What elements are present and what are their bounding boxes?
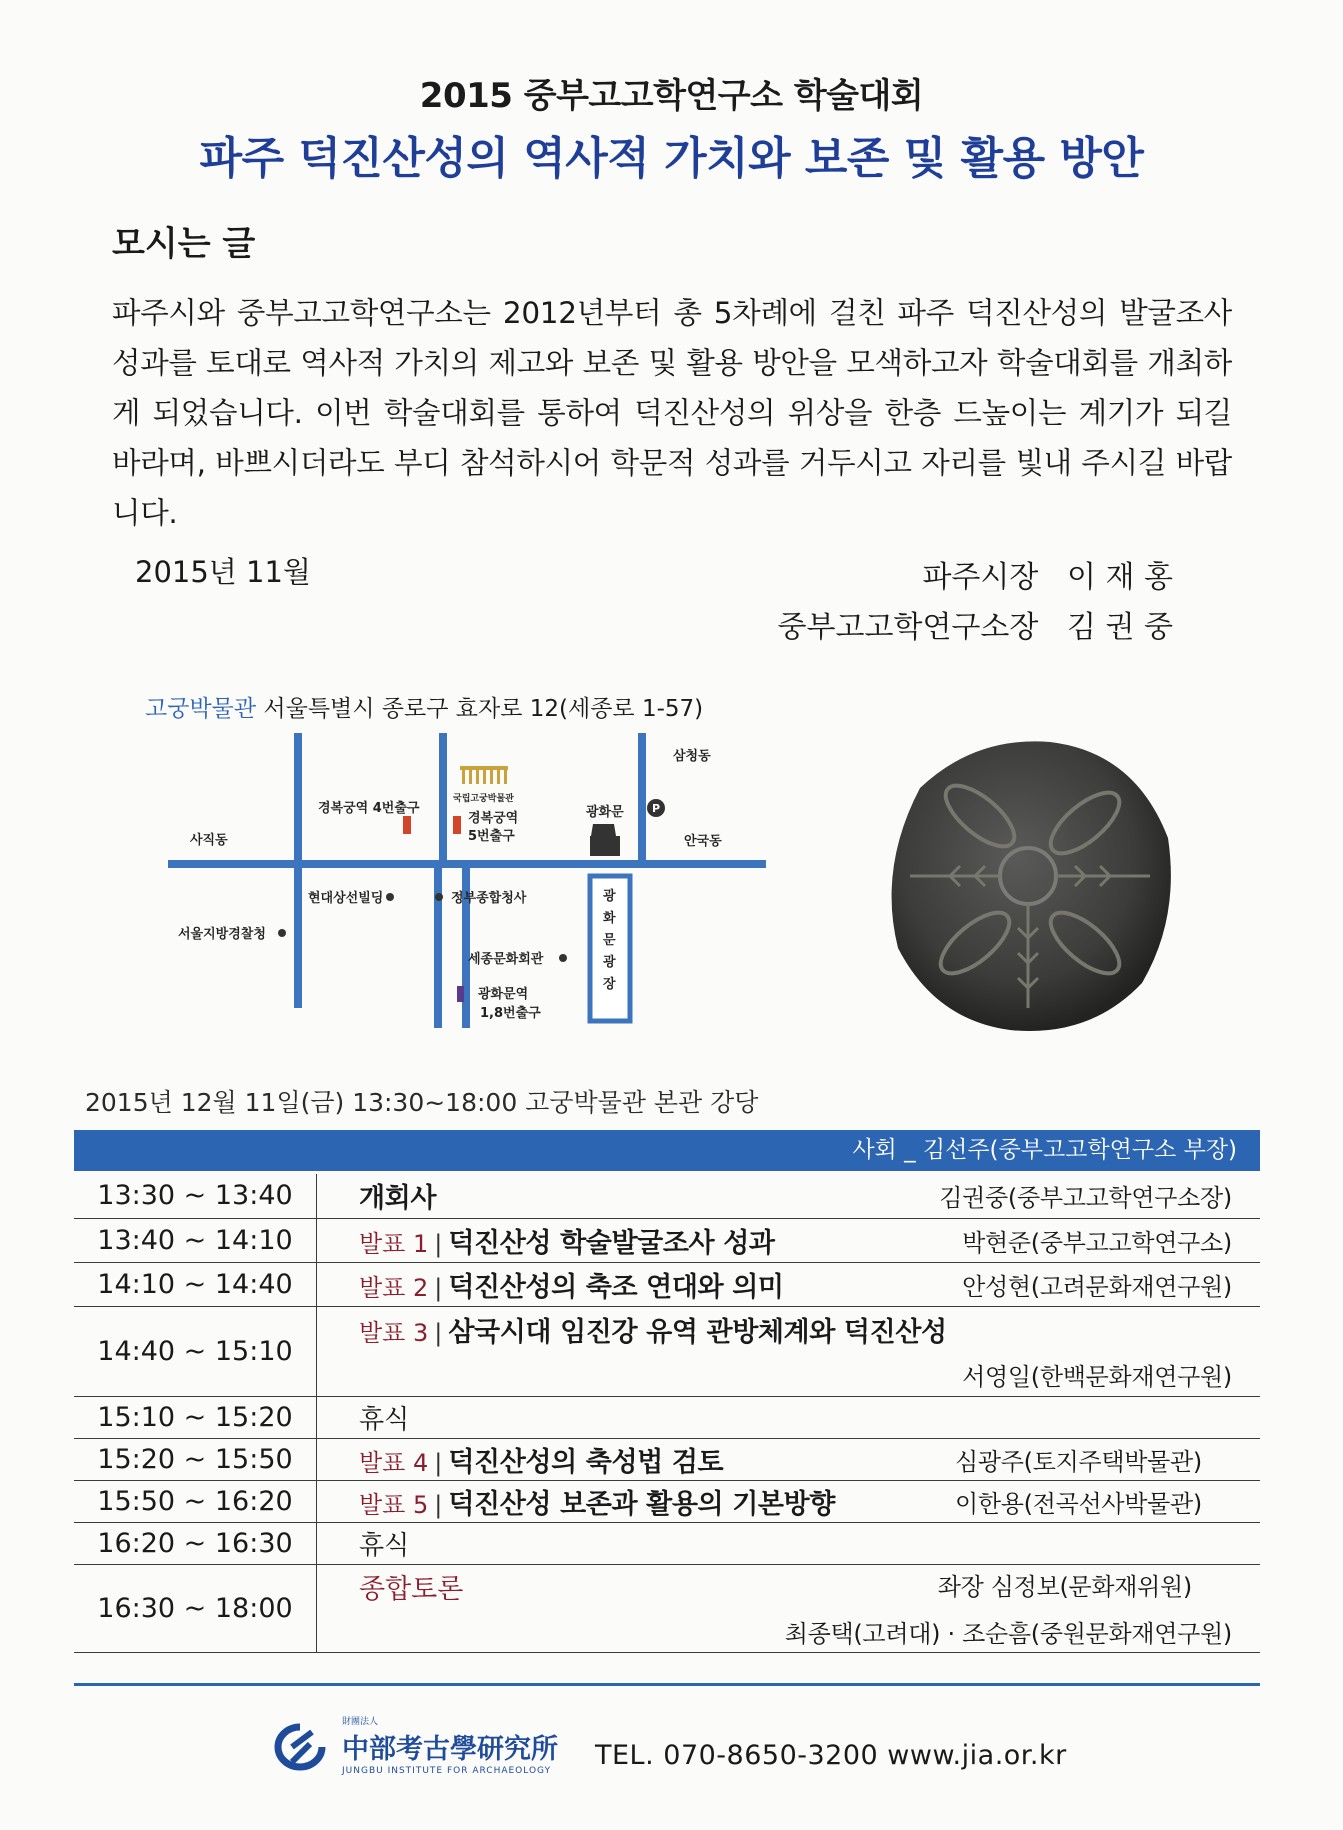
row-time: 15:50 ~ 16:20 xyxy=(74,1480,317,1522)
map-label-plaza-1: 광 xyxy=(603,889,616,904)
row-title: 휴식 xyxy=(317,1522,1261,1564)
org-prefix: 財團法人 xyxy=(342,1717,379,1727)
exit-5-marker xyxy=(453,816,461,834)
gwanghwamun-station-marker xyxy=(457,986,464,1002)
venue-name: 고궁박물관 xyxy=(145,696,257,722)
parking-label: P xyxy=(651,802,661,815)
row-label: 발표 5 xyxy=(359,1490,429,1519)
row-speaker: 박현준(중부고고학연구소) xyxy=(962,1228,1232,1257)
map-label-hyundai: 현대상선빌딩 xyxy=(308,891,384,906)
table-row xyxy=(74,1396,1260,1438)
table-row xyxy=(74,1218,1260,1262)
row-separator: | xyxy=(434,1319,443,1347)
police-dot xyxy=(278,929,286,937)
map-label-plaza-5: 장 xyxy=(603,977,616,992)
row-label: 발표 4 xyxy=(359,1448,429,1477)
map-label-govt: 정부종합청사 xyxy=(451,891,527,906)
map-label-station-a: 광화문역 xyxy=(478,987,529,1002)
gate-base xyxy=(590,836,620,856)
map-label-anguk: 안국동 xyxy=(684,834,722,849)
invitation-body: 파주시와 중부고고학연구소는 2012년부터 총 5차례에 걸친 파주 덕진산성의 발굴조사 성과를 토대로 역사적 가치의 제고와 보존 및 활용 방안을 모색하고자 학술대회를 개최하게 되었습니다. 이번 학술대회를 통하여 덕진산성의 위상을 한층 드높이는 계기가 되길 바라며, 바쁘시더라도 부디 참석하시어 학문적 성과를 거두시고 자리를 빛내 주시길 바랍니다. xyxy=(112,296,1232,530)
signer-2-name: 김 권 중 xyxy=(1066,610,1173,645)
row-speaker: 김권중(중부고고학연구소장) xyxy=(939,1184,1232,1213)
sejong-dot xyxy=(559,954,567,962)
row-time: 14:40 ~ 15:10 xyxy=(74,1306,317,1396)
row-time: 13:30 ~ 13:40 xyxy=(74,1174,317,1218)
roof-tile-photo xyxy=(880,728,1180,1043)
row-separator: | xyxy=(434,1448,443,1477)
table-row xyxy=(74,1564,1260,1652)
signer-1-role: 파주시장 xyxy=(922,560,1039,595)
row-title: 덕진산성의 축성법 검토 xyxy=(448,1446,724,1478)
schedule-datetime: 2015년 12월 11일(금) 13:30~18:00 고궁박물관 본관 강당 xyxy=(85,1088,759,1117)
row-label: 종합토론 xyxy=(359,1574,464,1605)
row-speaker: 좌장 심정보(문화재위원) xyxy=(937,1573,1192,1601)
org-english: JUNGBU INSTITUTE FOR ARCHAEOLOGY xyxy=(342,1766,552,1776)
map-label-sajik: 사직동 xyxy=(190,833,228,848)
row-separator: | xyxy=(434,1490,443,1519)
institute-logo xyxy=(342,1714,558,1776)
row-separator: | xyxy=(434,1229,443,1258)
signer-1-name: 이 재 홍 xyxy=(1066,560,1173,595)
table-row xyxy=(74,1306,1260,1396)
gate-icon xyxy=(591,824,616,836)
venue-address xyxy=(145,690,703,723)
row-speaker: 안성현(고려문화재연구원) xyxy=(962,1272,1232,1301)
map-label-sejong: 세종문화회관 xyxy=(468,952,544,967)
row-label: 발표 1 xyxy=(359,1229,429,1258)
row-speaker: 서영일(한백문화재연구원) xyxy=(962,1363,1232,1391)
event-subtitle: 파주 덕진산성의 역사적 가치와 보존 및 활용 방안 xyxy=(199,133,1144,184)
invitation-date: 2015년 11월 xyxy=(135,555,311,589)
row-time: 15:20 ~ 15:50 xyxy=(74,1438,317,1480)
bottom-rule xyxy=(74,1683,1260,1686)
map-label-plaza-4: 광 xyxy=(603,955,616,970)
row-time: 15:10 ~ 15:20 xyxy=(74,1396,317,1438)
row-label: 발표 3 xyxy=(359,1319,429,1347)
row-time: 16:30 ~ 18:00 xyxy=(74,1564,317,1652)
map-label-police: 서울지방경찰청 xyxy=(178,927,266,942)
signer-1 xyxy=(922,552,1173,596)
map-label-museum: 국립고궁박물관 xyxy=(453,794,514,804)
venue-street: 서울특별시 종로구 효자로 12(세종로 1-57) xyxy=(263,696,704,722)
govt-dot xyxy=(435,893,443,901)
row-title: 덕진산성 보존과 활용의 기본방향 xyxy=(448,1488,835,1520)
location-map xyxy=(168,728,788,1038)
row-speaker: 심광주(토지주택박물관) xyxy=(955,1447,1202,1476)
map-label-plaza-3: 문 xyxy=(603,933,616,948)
table-row xyxy=(74,1522,1260,1564)
map-label-gwanghwamun: 광화문 xyxy=(586,805,624,820)
row-time: 13:40 ~ 14:10 xyxy=(74,1218,317,1262)
hyundai-dot xyxy=(386,893,394,901)
institute-logo-icon xyxy=(270,1722,330,1772)
row-label: 발표 2 xyxy=(359,1273,429,1302)
row-speaker: 이한용(전곡선사박물관) xyxy=(955,1489,1202,1518)
row-time: 14:10 ~ 14:40 xyxy=(74,1262,317,1306)
table-row xyxy=(74,1174,1260,1218)
schedule-table xyxy=(74,1174,1260,1653)
table-row xyxy=(74,1438,1260,1480)
museum-icon xyxy=(460,766,508,784)
row-title: 휴식 xyxy=(317,1396,1261,1438)
map-label-plaza-2: 화 xyxy=(603,911,616,926)
exit-4-marker xyxy=(403,816,411,834)
map-label-exit4: 경복궁역 4번출구 xyxy=(318,801,420,816)
table-row xyxy=(74,1262,1260,1306)
row-title: 덕진산성 학술발굴조사 성과 xyxy=(448,1227,775,1259)
table-row xyxy=(74,1480,1260,1522)
row-title: 덕진산성의 축조 연대와 의미 xyxy=(448,1271,784,1303)
signer-2-role: 중부고고학연구소장 xyxy=(777,610,1039,645)
signer-2 xyxy=(778,602,1173,646)
map-label-station-b: 1,8번출구 xyxy=(480,1006,541,1021)
map-label-exit5b: 5번출구 xyxy=(468,829,515,844)
contact-info: TEL. 070-8650-3200 www.jia.or.kr xyxy=(595,1740,1067,1771)
map-roads xyxy=(168,733,766,1028)
row-separator: | xyxy=(434,1273,443,1302)
row-title: 삼국시대 임진강 유역 관방체계와 덕진산성 xyxy=(448,1317,947,1348)
row-speaker-2: 최종택(고려대) · 조순흠(중원문화재연구원) xyxy=(784,1620,1232,1648)
section-heading: 모시는 글 xyxy=(112,224,256,264)
event-title: 2015 중부고고학연구소 학술대회 xyxy=(419,76,924,116)
org-name: 中部考古學研究所 xyxy=(342,1734,558,1765)
map-label-exit5a: 경복궁역 xyxy=(468,811,519,826)
host-bar: 사회 _ 김선주(중부고고학연구소 부장) xyxy=(74,1130,1260,1171)
row-time: 16:20 ~ 16:30 xyxy=(74,1522,317,1564)
map-label-samcheong: 삼청동 xyxy=(673,749,711,764)
row-title: 개회사 xyxy=(359,1183,437,1215)
